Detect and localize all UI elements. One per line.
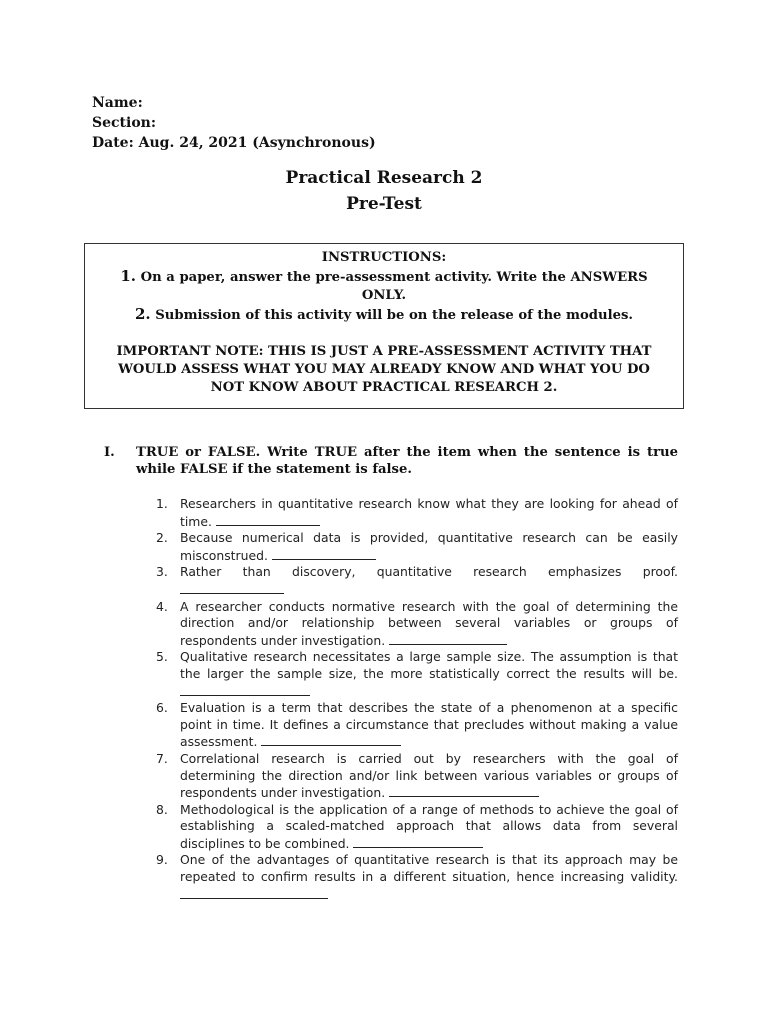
student-info (92, 93, 376, 153)
answer-blank[interactable] (389, 632, 507, 645)
answer-blank[interactable] (180, 886, 328, 899)
answer-blank[interactable] (389, 784, 539, 797)
answer-blank[interactable] (180, 581, 284, 594)
date-line: Date: Aug. 24, 2021 (Asynchronous) (92, 135, 376, 151)
list-item (156, 852, 678, 903)
item-number: 8. (156, 801, 168, 817)
section-numeral: I. (104, 445, 115, 460)
section-instructions: TRUE or FALSE. Write TRUE after the item when the sentence is true while FALSE if the statement is false. (136, 445, 678, 477)
item-number: 5. (156, 649, 168, 665)
important-note-line: NOT KNOW ABOUT PRACTICAL RESEARCH 2. (210, 380, 558, 395)
document-titles (0, 165, 768, 217)
document-subtitle: Pre-Test (346, 194, 422, 214)
item-number: 3. (156, 564, 168, 580)
list-item (156, 530, 678, 564)
list-item (156, 750, 678, 802)
list-item (156, 564, 678, 598)
instruction-item-1-continued: ONLY. (361, 288, 407, 303)
answer-blank[interactable] (216, 513, 320, 526)
list-item (156, 649, 678, 700)
item-number: 7. (156, 750, 168, 766)
important-note-line: IMPORTANT NOTE: THIS IS JUST A PRE-ASSESSMENT ACTIVITY THAT (116, 344, 652, 359)
instruction-number: 1. (120, 267, 137, 285)
instructions-box (84, 243, 684, 409)
item-text: Methodological is the application of a range of methods to achieve the goal of establishing a scaled-matched approach that allows data from several disciplines to be combined. (180, 801, 678, 851)
item-number: 9. (156, 852, 168, 868)
list-item (156, 700, 678, 751)
instruction-item-2 (85, 305, 683, 325)
important-note-line: WOULD ASSESS WHAT YOU MAY ALREADY KNOW AND WHAT YOU DO (118, 362, 650, 377)
item-text: Researchers in quantitative research know what they are looking for ahead of time. (180, 496, 678, 529)
list-item (156, 598, 678, 650)
section-heading (104, 444, 678, 478)
item-text: One of the advantages of quantitative research is that its approach may be repeated to confirm results in a different situation, hence increasing validity. (180, 852, 678, 885)
item-text: A researcher conducts normative research with the goal of determining the direction and/or relationship between several variables or groups of respondents under investigation. (180, 598, 678, 648)
instruction-text: Submission of this activity will be on the release of the modules. (155, 308, 634, 323)
document-title: Practical Research 2 (285, 168, 483, 188)
name-label: Name: (92, 95, 143, 111)
answer-blank[interactable] (353, 835, 483, 848)
item-text: Because numerical data is provided, quantitative research can be easily misconstrued. (180, 530, 678, 563)
item-number: 1. (156, 496, 168, 511)
item-text: Evaluation is a term that describes the state of a phenomenon at a specific point in time. It defines a circumstance that precludes without making a value assessment. (180, 700, 678, 750)
list-item (156, 496, 678, 530)
item-number: 4. (156, 598, 168, 614)
question-list (156, 496, 678, 903)
item-number: 6. (156, 700, 168, 716)
answer-blank[interactable] (261, 733, 401, 746)
instruction-number: 2. (134, 305, 151, 323)
instruction-item-1 (85, 267, 683, 287)
answer-blank[interactable] (180, 683, 310, 696)
item-text: Rather than discovery, quantitative research emphasizes proof. (180, 564, 678, 580)
list-item (156, 801, 678, 853)
item-text: Qualitative research necessitates a large sample size. The assumption is that the larger the sample size, the more statistically correct the results will be. (180, 649, 678, 681)
instructions-heading: INSTRUCTIONS: (321, 250, 447, 265)
item-number: 2. (156, 530, 168, 546)
item-text: Correlational research is carried out by researchers with the goal of determining the direction and/or link between various variables or groups of respondents under investigation. (180, 750, 678, 801)
instruction-text: On a paper, answer the pre-assessment activity. Write the ANSWERS (140, 270, 648, 285)
section-label: Section: (92, 115, 157, 131)
answer-blank[interactable] (272, 547, 376, 560)
